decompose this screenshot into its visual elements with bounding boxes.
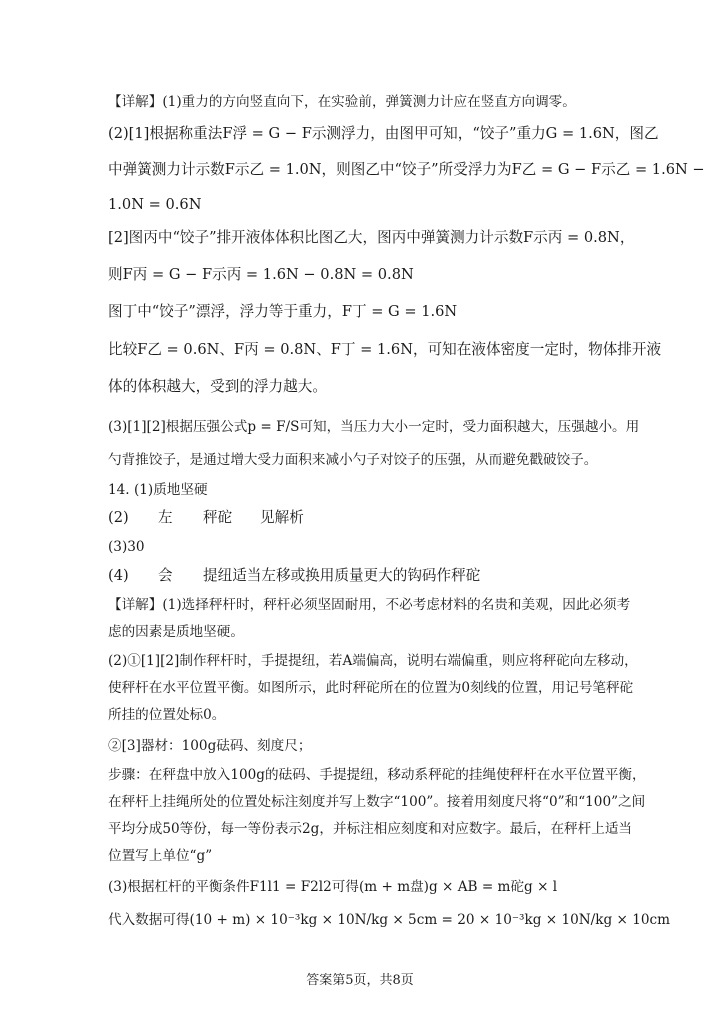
answer-number: (2) bbox=[108, 509, 129, 526]
answer-number: (4) bbox=[108, 567, 129, 584]
question-14-heading: 14. (1)质地坚硬 bbox=[108, 482, 208, 498]
answer-value: 左 bbox=[158, 509, 173, 526]
text-line: 所挂的位置处标0。 bbox=[108, 707, 226, 723]
text-line: 平均分成50等份，每一等份表示2g，并标注相应刻度和对应数字。最后，在秤杆上适当 bbox=[108, 821, 633, 837]
text-line: 代入数据可得(10 + m) × 10⁻³kg × 10N/kg × 5cm = 20 × 10⁻³kg × 10N/kg × 10cm bbox=[108, 912, 671, 928]
text-line: 【详解】(1)选择秤杆时，秤杆必须坚固耐用，不必考虑材料的名贵和美观，因此必须考 bbox=[108, 597, 631, 613]
text-line: 虑的因素是质地坚硬。 bbox=[108, 624, 244, 640]
text-line: (3)[1][2]根据压强公式p = F/S可知，当压力大小一定时，受力面积越大，压强越小。用 bbox=[108, 419, 640, 435]
text-line: 在秤杆上挂绳所处的位置处标注刻度并写上数字“100”。接着用刻度尺将“0”和“100”之间 bbox=[108, 794, 646, 810]
text-line: (3)根据杠杆的平衡条件F1l1 = F2l2可得(m + m盘)g × AB = m砣g × l bbox=[108, 879, 558, 895]
text-line: [2]图丙中“饺子”排开液体体积比图乙大，图丙中弹簧测力计示数F示丙 = 0.8N， bbox=[108, 229, 635, 246]
text-line: ②[3]器材：100g砝码、刻度尺； bbox=[108, 738, 312, 754]
text-line: 步骤：在秤盘中放入100g的砝码、手提提纽，移动系秤砣的挂绳使秤杆在水平位置平衡， bbox=[108, 767, 646, 783]
text-line: 勺背推饺子，是通过增大受力面积来减小勺子对饺子的压强，从而避免戳破饺子。 bbox=[108, 452, 598, 468]
text-line: 使秤杆在水平位置平衡。如图所示，此时秤砣所在的位置为0刻线的位置，用记号笔秤砣 bbox=[108, 680, 634, 696]
text-line: 则F丙 = G − F示丙 = 1.6N − 0.8N = 0.8N bbox=[108, 266, 414, 283]
text-line: (2)[1]根据称重法F浮 = G − F示测浮力，由图甲可知，“饺子”重力G = 1.6N，图乙 bbox=[108, 125, 659, 142]
page-footer: 答案第5页，共8页 bbox=[306, 973, 414, 988]
answer-value: 秤砣 bbox=[203, 509, 233, 526]
answer-value: 提纽适当左移或换用质量更大的钩码作秤砣 bbox=[203, 567, 481, 584]
text-line: (2)①[1][2]制作秤杆时，手提提纽，若A端偏高，说明右端偏重，则应将秤砣向左移动， bbox=[108, 653, 638, 669]
text-line: 【详解】(1)重力的方向竖直向下，在实验前，弹簧测力计应在竖直方向调零。 bbox=[108, 94, 576, 110]
text-line: 比较F乙 = 0.6N、F丙 = 0.8N、F丁 = 1.6N，可知在液体密度一定时，物体排开液 bbox=[108, 341, 662, 358]
text-line: 位置写上单位“g” bbox=[108, 848, 213, 864]
text-line: 体的体积越大，受到的浮力越大。 bbox=[108, 378, 327, 395]
text-line: (3)30 bbox=[108, 539, 145, 555]
text-line: 中弹簧测力计示数F示乙 = 1.0N，则图乙中“饺子”所受浮力为F乙 = G − F示乙 = 1.6N − bbox=[108, 161, 705, 178]
answer-value: 见解析 bbox=[260, 509, 304, 526]
text-line: 1.0N = 0.6N bbox=[108, 196, 202, 213]
text-line: 图丁中“饺子”漂浮，浮力等于重力，F丁 = G = 1.6N bbox=[108, 303, 458, 320]
answer-value: 会 bbox=[158, 567, 173, 584]
